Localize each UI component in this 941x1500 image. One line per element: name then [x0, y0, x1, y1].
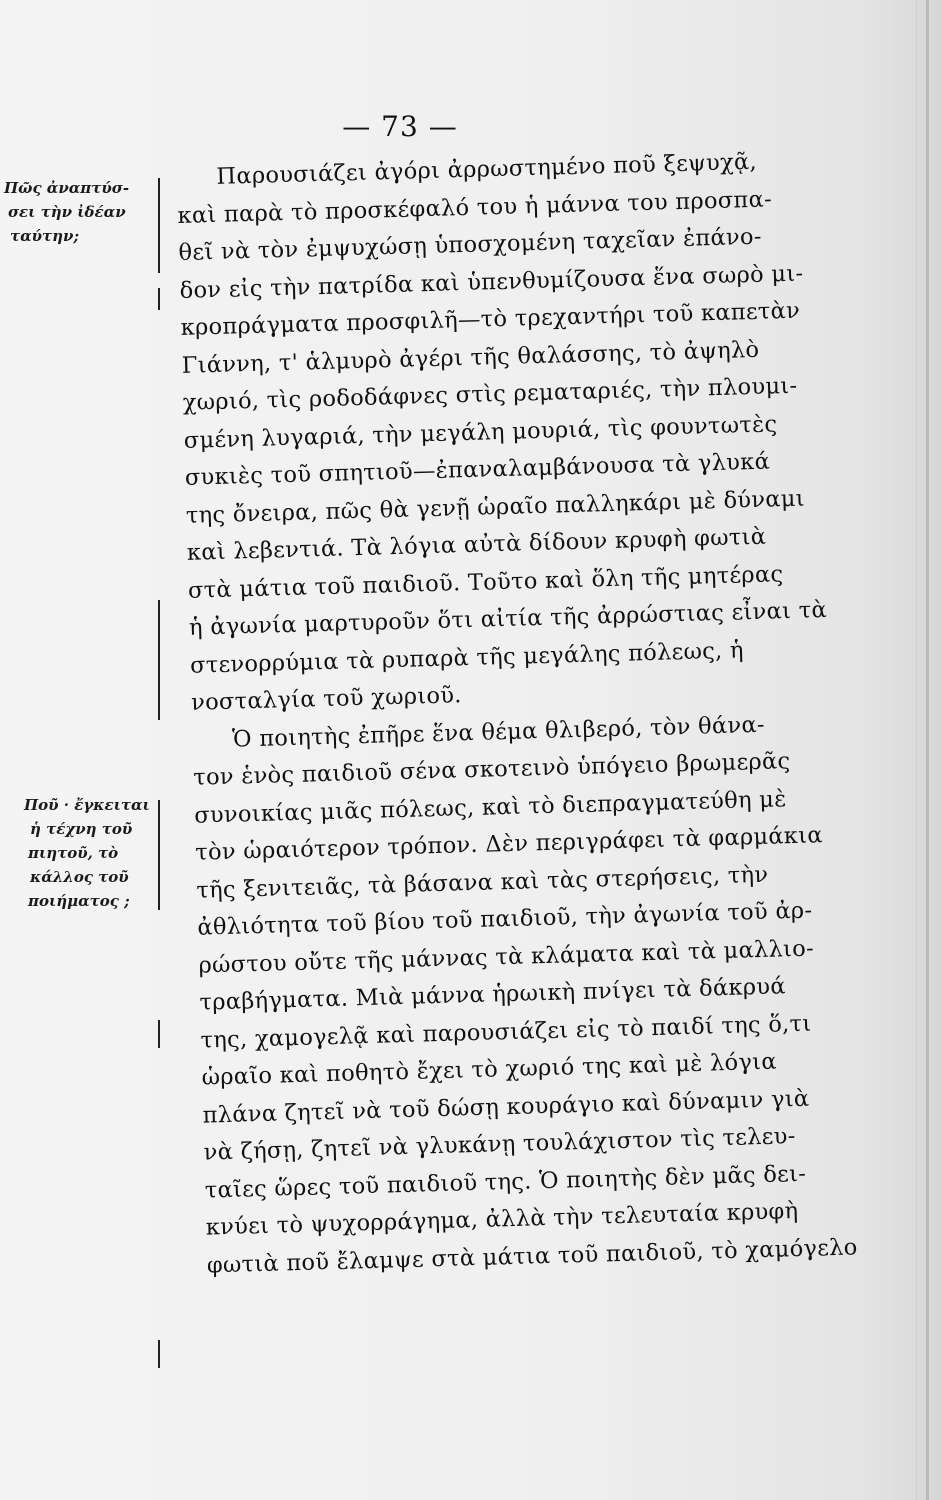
margin-note-line: κάλλος τοῦ: [30, 868, 129, 886]
margin-note-line: σει τὴν ἰδέαν: [8, 203, 126, 221]
text-line: Ὁ ποιητὴς ἐπῆρε ἕνα θέμα θλιβερό, τὸν θάνα-: [231, 711, 766, 753]
margin-note-question-1: [4, 176, 152, 248]
margin-note-line: Ποῦ · ἔγκειται: [24, 796, 150, 814]
page-edge-shadow: [926, 0, 929, 1500]
text-line: φωτιὰ ποῦ ἔλαμψε στὰ μάτια τοῦ παιδιοῦ, τὸ χαμόγελο: [206, 1233, 858, 1279]
body-text: [176, 141, 879, 1284]
margin-note-question-2: [24, 793, 156, 913]
text-line: χωριό, τὶς ροδοδάφνες στὶς ρεματαριές, τὴν πλουμι-: [182, 372, 798, 416]
margin-note-line: πιητοῦ, τὸ: [28, 844, 119, 862]
page-edge-line: [916, 0, 917, 1500]
margin-rule: [158, 800, 160, 910]
text-line: καὶ λεβεντιά. Τὰ λόγια αὐτὰ δίδουν κρυφὴ φωτιὰ: [186, 523, 767, 566]
page-number: — 73 —: [342, 110, 458, 143]
margin-note-line: ἡ τέχνη τοῦ: [30, 820, 133, 838]
text-line: κροπράγματα προσφιλῆ—τὸ τρεχαντήρι τοῦ καπετὰν: [180, 297, 801, 341]
text-line: δον εἰς τὴν πατρίδα καὶ ὑπενθυμίζουσα ἕνα σωρὸ μι-: [179, 260, 804, 304]
text-line: θεῖ νὰ τὸν ἐμψυχώσῃ ὑποσχομένη ταχεῖαν ἐπάνο-: [178, 223, 763, 266]
text-line: στὰ μάτια τοῦ παιδιοῦ. Τοῦτο καὶ ὅλη τῆς μητέρας: [187, 560, 784, 604]
text-line: νὰ ζήσῃ, ζητεῖ νὰ γλυκάνῃ τουλάχιστον τὶς τελευ-: [203, 1123, 796, 1166]
text-line: ἡ ἀγωνία μαρτυροῦν ὅτι αἰτία τῆς ἀρρώστιας εἶναι τὰ: [188, 597, 828, 641]
text-line: ἀθλιότητα τοῦ βίου τοῦ παιδιοῦ, τὴν ἀγωνία τοῦ ἀρ-: [197, 897, 813, 941]
text-line: καὶ παρὰ τὸ προσκέφαλό του ἡ μάννα του προσπα-: [177, 185, 773, 229]
margin-note-line: ταύτην;: [10, 227, 79, 245]
text-line: κνύει τὸ ψυχορράγημα, ἀλλὰ τὴν τελευταία κρυφὴ: [205, 1198, 799, 1241]
text-line: συκιὲς τοῦ σπητιοῦ—ἐπαναλαμβάνουσα τὰ γλυκά: [184, 448, 771, 491]
margin-note-line: Πῶς ἀναπτύσ-: [4, 179, 130, 197]
text-line: τὸν ὡραιότερον τρόπον. Δὲν περιγράφει τὰ φαρμάκια: [194, 822, 824, 866]
text-line: νοσταλγία τοῦ χωριοῦ.: [190, 682, 463, 716]
text-line: ρώστου οὔτε τῆς μάννας τὰ κλάματα καὶ τὰ μαλλιο-: [198, 934, 815, 979]
text-line: Γιάννη, τ' ἁλμυρὸ ἀγέρι τῆς θαλάσσης, τὸ ἀψηλὸ: [181, 336, 760, 379]
text-line: ὡραῖο καὶ ποθητὸ ἔχει τὸ χωριό της καὶ μὲ λόγια: [201, 1048, 778, 1091]
margin-rule: [158, 1020, 160, 1048]
text-line: ταῖες ὥρες τοῦ παιδιοῦ της. Ὁ ποιητὴς δὲν μᾶς δει-: [204, 1160, 807, 1204]
text-line: συνοικίας μιᾶς πόλεως, καὶ τὸ διεπραγματεύθη μὲ: [193, 785, 787, 829]
margin-note-line: ποιήματος ;: [28, 892, 130, 910]
text-line: τον ἑνὸς παιδιοῦ σένα σκοτεινὸ ὑπόγειο βρωμερᾶς: [192, 748, 791, 791]
text-line: Παρουσιάζει ἀγόρι ἀρρωστημένο ποῦ ξεψυχᾷ,: [216, 148, 758, 190]
text-line: τραβήγματα. Μιὰ μάννα ἡρωικὴ πνίγει τὰ δάκρυά: [199, 973, 787, 1016]
margin-rule: [158, 288, 160, 310]
text-line: στενορρύμια τὰ ρυπαρὰ τῆς μεγάλης πόλεως, ἡ: [189, 636, 745, 679]
margin-rule: [158, 1340, 160, 1368]
text-line: τῆς ξενιτειᾶς, τὰ βάσανα καὶ τὰς στερήσεις, τὴν: [196, 861, 769, 904]
text-line: σμένη λυγαριά, τὴν μεγάλη μουριά, τὶς φουντωτὲς: [183, 410, 778, 454]
margin-rule: [158, 600, 160, 720]
text-line: πλάνα ζητεῖ νὰ τοῦ δώσῃ κουράγιο καὶ δύναμιν γιὰ: [202, 1085, 810, 1129]
text-line: της ὄνειρα, πῶς θὰ γενῇ ὡραῖο παλληκάρι μὲ δύναμι: [185, 485, 806, 529]
text-line: της, χαμογελᾷ καὶ παρουσιάζει εἰς τὸ παιδί της ὅ,τι: [200, 1010, 812, 1054]
margin-rule: [158, 178, 160, 273]
